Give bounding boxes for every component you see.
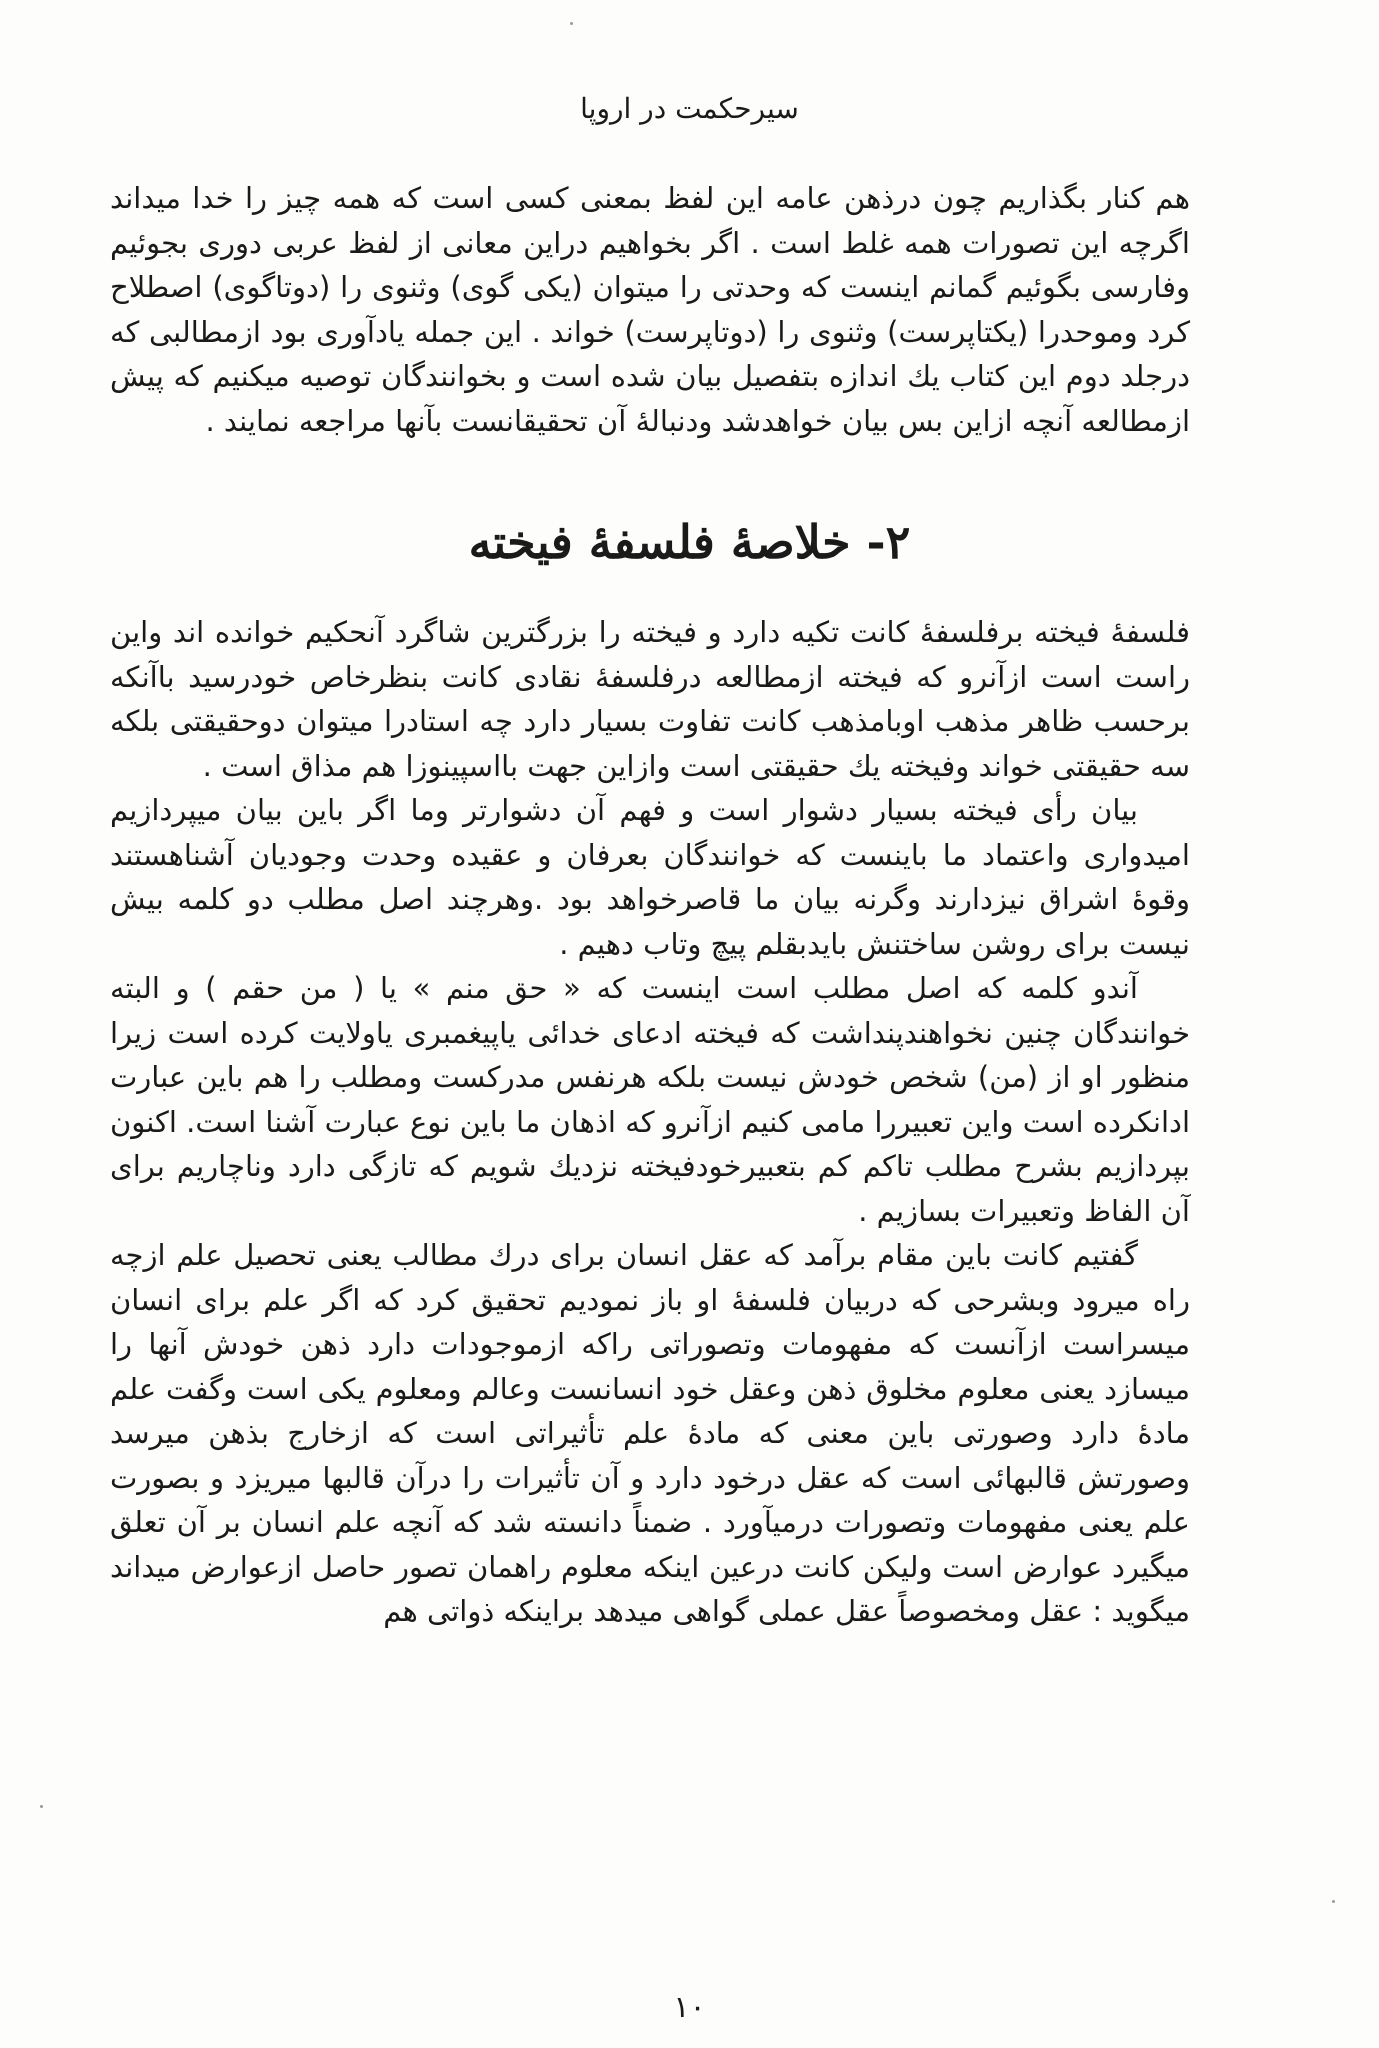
intro-text-block [110,176,1190,443]
section-paragraph-2: بیان رأی فیخته بسیار دشوار است و فهم آن دشوارتر وما اگر باین بیان میپردازیم امیدواری واعتماد ما باینست که خوانندگان بعرفان و عقیده وحدت وجودیان آشناهستند وقوهٔ اشراق نیزدارند وگرنه بیان ما قاصرخواهد بود .وهرچند اصل مطلب دو کلمه بیش نیست برای روشن ساختنش بایدبقلم پیچ وتاب دهیم . [110,793,1190,961]
section-heading: ۲- خلاصهٔ فلسفهٔ فیخته [468,515,911,569]
section-text-block [110,610,1190,1634]
section-paragraph-4: گفتیم کانت باین مقام برآمد که عقل انسان برای درك مطالب یعنی تحصیل علم ازچه راه میرود وبشرحی که دربیان فلسفهٔ او باز نمودیم تحقیق کرد که اگر علم برای انسان میسراست ازآنست که مفهومات وتصوراتی راکه ازموجودات دارد ذهن خودش آنها را میسازد یعنی معلوم مخلوق ذهن وعقل خود انسانست وعالم ومعلوم یکی است وگفت علم مادهٔ دارد وصورتی باین معنی که مادهٔ علم تأثیراتی است که ازخارج بذهن میرسد وصورتش قالبهائی است که عقل درخود دارد و آن تأثیرات را درآن قالبها میریزد و بصورت علم یعنی مفهومات وتصورات درمیآورد . ضمناً دانسته شد که آنچه علم انسان بر آن تعلق میگیرد عوارض است ولیکن کانت درعین اینکه معلوم راهمان تصور حاصل ازعوارض میداند میگوید : عقل ومخصوصاً عقل عملی گواهی میدهد براینکه ذواتی هم [110,1238,1190,1628]
section-paragraph-3: آندو کلمه که اصل مطلب است اینست که « حق منم » یا ( من حقم ) و البته خوانندگان چنین نخواهندپنداشت که فیخته ادعای خدائی یاپیغمبری یاولایت کرده است زیرا منظور او از (من) شخص خودش نیست بلکه هرنفس مدرکست ومطلب را هم باین عبارت ادانکرده است واین تعبیررا مامی کنیم ازآنرو که اذهان ما باین نوع عبارت آشنا است. اکنون بپردازیم بشرح مطلب تاکم کم بتعبیرخودفیخته نزدیك شویم که تازگی دارد وناچاریم برای آن الفاظ وتعبیرات بسازیم . [110,971,1190,1228]
scan-speck [570,22,573,25]
intro-paragraph: هم کنار بگذاریم چون درذهن عامه این لفظ بمعنی کسی است که همه چیز را خدا میداند اگرچه این تصورات همه غلط است . اگر بخواهیم دراین معانی از لفظ عربی دوری بجوئیم وفارسی بگوئیم گمانم اینست که وحدتی را میتوان (یکی گوی) وثنوی را (دوتاگوی) اصطلاح کرد وموحدرا (یکتاپرست) وثنوی را (دوتاپرست) خواند . این جمله یادآوری بود ازمطالبی که درجلد دوم این کتاب یك اندازه بتفصیل بیان شده است و بخوانندگان توصیه میکنیم که پیش ازمطالعه آنچه ازاین بس بیان خواهدشد ودنبالهٔ آن تحقیقانست بآنها مراجعه نمایند . [110,181,1190,438]
section-paragraph-1: فلسفهٔ فیخته برفلسفهٔ کانت تکیه دارد و فیخته را بزرگترین شاگرد آنحکیم خوانده اند واین راست است ازآنرو که فیخته ازمطالعه درفلسفهٔ نقادی کانت بنظرخاص خودرسید باآنکه برحسب ظاهر مذهب اوبامذهب کانت تفاوت بسیار دارد چه استادرا میتوان دوحقیقتی بلکه سه حقیقتی خواند وفیخته یك حقیقتی است وازاین جهت بااسپینوزا هم مذاق است . [110,615,1190,783]
page-number: ۱۰ [673,1990,706,2025]
running-header: سیرحکمت در اروپا [580,92,799,125]
scan-speck [1332,1900,1335,1903]
scan-speck [40,1805,43,1808]
